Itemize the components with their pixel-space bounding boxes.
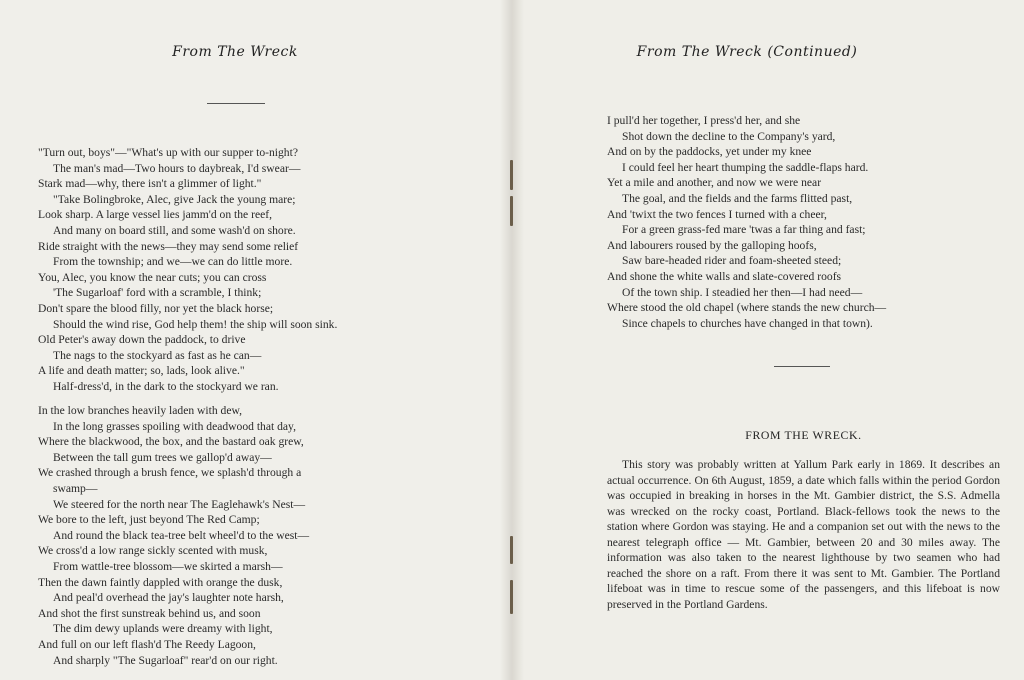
- poem-line: For a green grass-fed mare 'twas a far thing and fast;: [622, 223, 866, 237]
- poem-line: swamp—: [53, 481, 98, 495]
- poem-line: We cross'd a low range sickly scented with musk,: [38, 544, 268, 558]
- binding-staple: [510, 536, 513, 564]
- poem-line: The goal, and the fields and the farms flitted past,: [622, 191, 853, 205]
- poem-line: You, Alec, you know the near cuts; you can cross: [38, 270, 267, 284]
- poem-line: The dim dewy uplands were dreamy with light,: [53, 622, 273, 636]
- poem-line: 'The Sugarloaf' ford with a scramble, I think;: [53, 286, 262, 300]
- poem-line: Ride straight with the news—they may send some relief: [38, 239, 299, 253]
- poem-line: And shone the white walls and slate-covered roofs: [607, 269, 842, 283]
- poem-line: Where stood the old chapel (where stands the new church—: [607, 301, 887, 315]
- section-divider: [774, 366, 830, 367]
- poem-line: Saw bare-headed rider and foam-sheeted steed;: [622, 254, 842, 268]
- poem-line: Shot down the decline to the Company's yard,: [622, 129, 836, 143]
- poem-line: "Take Bolingbroke, Alec, give Jack the young mare;: [53, 192, 296, 206]
- poem-line: We bore to the left, just beyond The Red Camp;: [38, 513, 260, 527]
- poem-line: From wattle-tree blossom—we skirted a marsh—: [53, 559, 283, 573]
- poem-line: In the long grasses spoiling with deadwood that day,: [53, 419, 296, 433]
- poem-line: Don't spare the blood filly, nor yet the black horse;: [38, 301, 274, 315]
- poem-line: The nags to the stockyard as fast as he can—: [53, 348, 262, 362]
- poem-line: Then the dawn faintly dappled with orange the dusk,: [38, 575, 283, 589]
- poem-line: Half-dress'd, in the dark to the stockyard we ran.: [53, 379, 279, 393]
- title-divider: [207, 103, 265, 104]
- binding-staple: [510, 196, 513, 226]
- poem-line: Old Peter's away down the paddock, to drive: [38, 333, 246, 347]
- book-gutter: [500, 0, 524, 680]
- poem-line: Should the wind rise, God help them! the ship will soon sink.: [53, 317, 338, 331]
- poem-line: I pull'd her together, I press'd her, and she: [607, 114, 801, 127]
- poem-stanza-1: [38, 145, 337, 395]
- poem-line: And full on our left flash'd The Reedy Lagoon,: [38, 637, 256, 651]
- poem-line: We crashed through a brush fence, we splash'd through a: [38, 466, 302, 480]
- page-title-right: From The Wreck (Continued): [636, 44, 858, 60]
- poem-line: And shot the first sunstreak behind us, and soon: [38, 606, 261, 620]
- poem-line: Of the town ship. I steadied her then—I had need—: [622, 285, 863, 299]
- poem-line: Where the blackwood, the box, and the bastard oak grew,: [38, 435, 304, 449]
- poem-line: Yet a mile and another, and now we were near: [607, 176, 822, 190]
- poem-line: We steered for the north near The Eaglehawk's Nest—: [53, 497, 306, 511]
- poem-line: And sharply "The Sugarloaf" rear'd on our right.: [53, 653, 278, 667]
- poem-line: The man's mad—Two hours to daybreak, I'd swear—: [53, 161, 301, 175]
- poem-stanza-2: [38, 403, 309, 668]
- poem-line: I could feel her heart thumping the saddle-flaps hard.: [622, 160, 869, 174]
- poem-line: Stark mad—why, there isn't a glimmer of light.": [38, 177, 262, 191]
- binding-staple: [510, 160, 513, 190]
- page-title-left: From The Wreck: [172, 44, 298, 60]
- poem-line: And many on board still, and some wash'd on shore.: [53, 223, 296, 237]
- binding-staple: [510, 580, 513, 614]
- poem-line: A life and death matter; so, lads, look alive.": [38, 364, 245, 378]
- poem-line: Look sharp. A large vessel lies jamm'd on the reef,: [38, 208, 273, 222]
- poem-line: And on by the paddocks, yet under my knee: [607, 145, 812, 159]
- commentary-paragraph: This story was probably written at Yallum Park early in 1869. It describes an actual occurrence. On 6th August, 1859, a date which falls within the period Gordon was occupied in breaking in horses in the Mt. Gambier district, the S.S. Admella was wrecked on the rocky coast, Portland. Black-fellows took the news to the station where Gordon was staying. He and a companion set out with the news to the nearest telegraph office — Mt. Gambier, between 20 and 30 miles away. The information was also taken to the nearest lighthouse by two seamen who had reached the shore on a raft. From there it was sent to Mt. Gambier. The Portland lifeboat was in time to rescue some of the passengers, and this lifeboat is now preserved in the Portland Gardens.: [607, 458, 1000, 611]
- section-heading: FROM THE WRECK.: [745, 428, 862, 442]
- poem-line: In the low branches heavily laden with dew,: [38, 404, 243, 417]
- poem-line: And 'twixt the two fences I turned with a cheer,: [607, 207, 827, 221]
- poem-line: And round the black tea-tree belt wheel'd to the west—: [53, 528, 310, 542]
- poem-line: "Turn out, boys"—"What's up with our supper to-night?: [38, 146, 298, 159]
- poem-line: And labourers roused by the galloping hoofs,: [607, 238, 817, 252]
- poem-line: And peal'd overhead the jay's laughter note harsh,: [53, 591, 284, 605]
- poem-line: From the township; and we—we can do little more.: [53, 255, 293, 269]
- poem-stanza-3: [607, 113, 886, 331]
- poem-line: Between the tall gum trees we gallop'd away—: [53, 450, 272, 464]
- poem-line: Since chapels to churches have changed in that town).: [622, 316, 873, 330]
